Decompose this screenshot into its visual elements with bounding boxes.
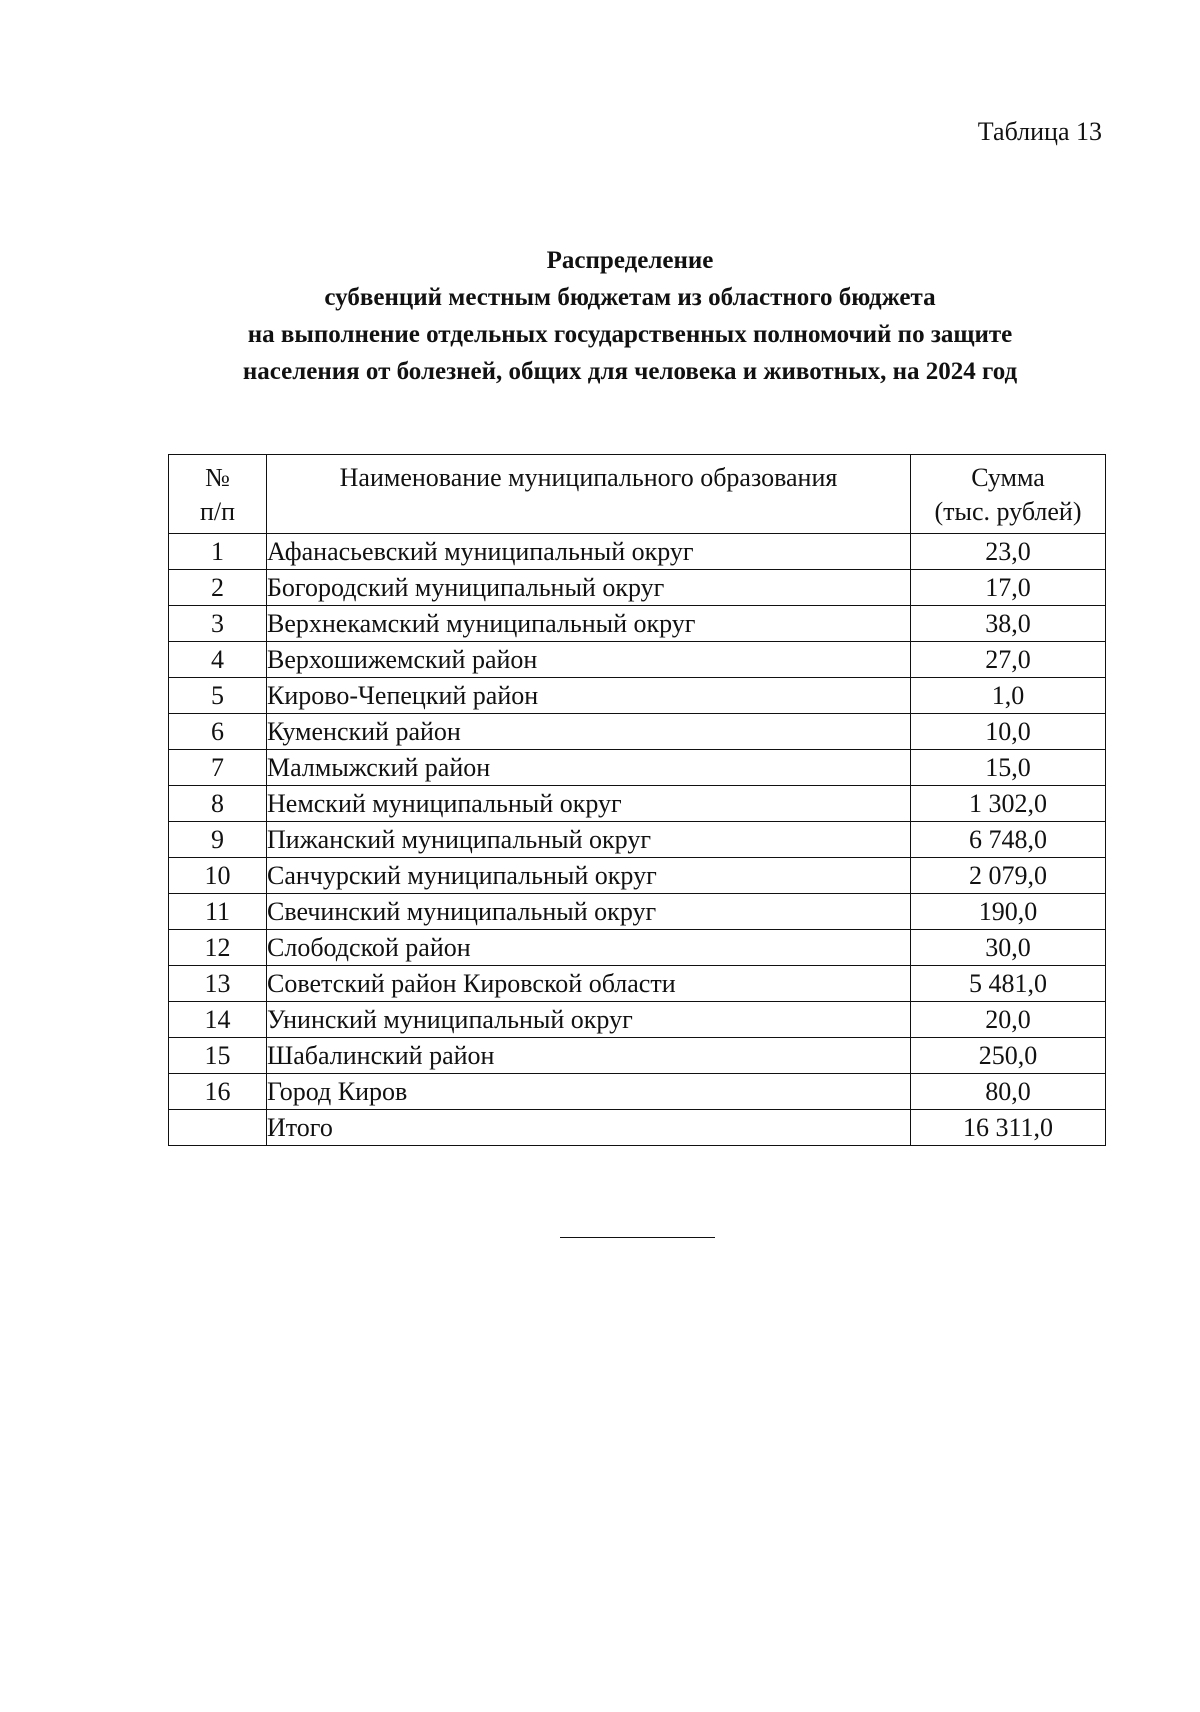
total-number — [169, 1110, 267, 1146]
title-line-3: на выполнение отдельных государственных полномочий по защите — [247, 321, 1013, 348]
row-name: Верхнекамский муниципальный округ — [267, 606, 911, 642]
row-name: Верхошижемский район — [267, 642, 911, 678]
table-header-row — [169, 455, 1106, 534]
row-number: 10 — [169, 858, 267, 894]
row-sum: 190,0 — [911, 894, 1106, 930]
row-number: 7 — [169, 750, 267, 786]
header-number-symbol: № — [205, 463, 230, 492]
distribution-table — [168, 454, 1106, 1146]
total-label: Итого — [267, 1110, 911, 1146]
row-name: Малмыжский район — [267, 750, 911, 786]
row-sum: 15,0 — [911, 750, 1106, 786]
table-row — [169, 642, 1106, 678]
row-sum: 6 748,0 — [911, 822, 1106, 858]
row-name: Слободской район — [267, 930, 911, 966]
row-name: Шабалинский район — [267, 1038, 911, 1074]
header-sum-unit: (тыс. рублей) — [934, 497, 1082, 526]
header-number — [169, 455, 267, 534]
row-name: Город Киров — [267, 1074, 911, 1110]
table-total-row — [169, 1110, 1106, 1146]
row-number: 16 — [169, 1074, 267, 1110]
row-sum: 30,0 — [911, 930, 1106, 966]
header-number-abbr: п/п — [199, 497, 236, 526]
row-sum: 80,0 — [911, 1074, 1106, 1110]
header-municipality-name: Наименование муниципального образования — [267, 455, 911, 534]
row-number: 5 — [169, 678, 267, 714]
row-name: Пижанский муниципальный округ — [267, 822, 911, 858]
row-name: Немский муниципальный округ — [267, 786, 911, 822]
row-sum: 23,0 — [911, 534, 1106, 570]
row-name: Кирово-Чепецкий район — [267, 678, 911, 714]
row-sum: 5 481,0 — [911, 966, 1106, 1002]
table-row — [169, 1074, 1106, 1110]
row-sum: 250,0 — [911, 1038, 1106, 1074]
row-number: 9 — [169, 822, 267, 858]
row-name: Советский район Кировской области — [267, 966, 911, 1002]
row-sum: 10,0 — [911, 714, 1106, 750]
table-row — [169, 822, 1106, 858]
table-row — [169, 786, 1106, 822]
table-row — [169, 750, 1106, 786]
row-sum: 2 079,0 — [911, 858, 1106, 894]
row-number: 2 — [169, 570, 267, 606]
row-name: Богородский муниципальный округ — [267, 570, 911, 606]
row-name: Санчурский муниципальный округ — [267, 858, 911, 894]
table-row — [169, 606, 1106, 642]
row-number: 11 — [169, 894, 267, 930]
row-name: Куменский район — [267, 714, 911, 750]
row-number: 12 — [169, 930, 267, 966]
row-sum: 20,0 — [911, 1002, 1106, 1038]
row-name: Унинский муниципальный округ — [267, 1002, 911, 1038]
row-sum: 38,0 — [911, 606, 1106, 642]
table-row — [169, 966, 1106, 1002]
table-row — [169, 534, 1106, 570]
title-line-1: Распределение — [546, 247, 714, 274]
row-number: 14 — [169, 1002, 267, 1038]
row-number: 1 — [169, 534, 267, 570]
row-sum: 1,0 — [911, 678, 1106, 714]
row-number: 8 — [169, 786, 267, 822]
row-sum: 17,0 — [911, 570, 1106, 606]
row-number: 6 — [169, 714, 267, 750]
table-row — [169, 1002, 1106, 1038]
header-sum — [911, 455, 1106, 534]
title-line-4: населения от болезней, общих для человека и животных, на 2024 год — [242, 358, 1018, 385]
row-number: 15 — [169, 1038, 267, 1074]
end-divider-line — [560, 1237, 715, 1238]
header-sum-title: Сумма — [971, 463, 1045, 492]
row-name: Свечинский муниципальный округ — [267, 894, 911, 930]
table-row — [169, 678, 1106, 714]
table-row — [169, 570, 1106, 606]
table-row — [169, 858, 1106, 894]
table-row — [169, 714, 1106, 750]
row-number: 13 — [169, 966, 267, 1002]
document-title — [140, 242, 1120, 390]
table-row — [169, 894, 1106, 930]
table-number-label: Таблица 13 — [977, 117, 1102, 146]
row-name: Афанасьевский муниципальный округ — [267, 534, 911, 570]
title-line-2: субвенций местным бюджетам из областного бюджета — [324, 284, 936, 311]
row-sum: 27,0 — [911, 642, 1106, 678]
table-body — [169, 534, 1106, 1146]
row-number: 3 — [169, 606, 267, 642]
row-sum: 1 302,0 — [911, 786, 1106, 822]
table-row — [169, 930, 1106, 966]
row-number: 4 — [169, 642, 267, 678]
total-sum: 16 311,0 — [911, 1110, 1106, 1146]
table-row — [169, 1038, 1106, 1074]
